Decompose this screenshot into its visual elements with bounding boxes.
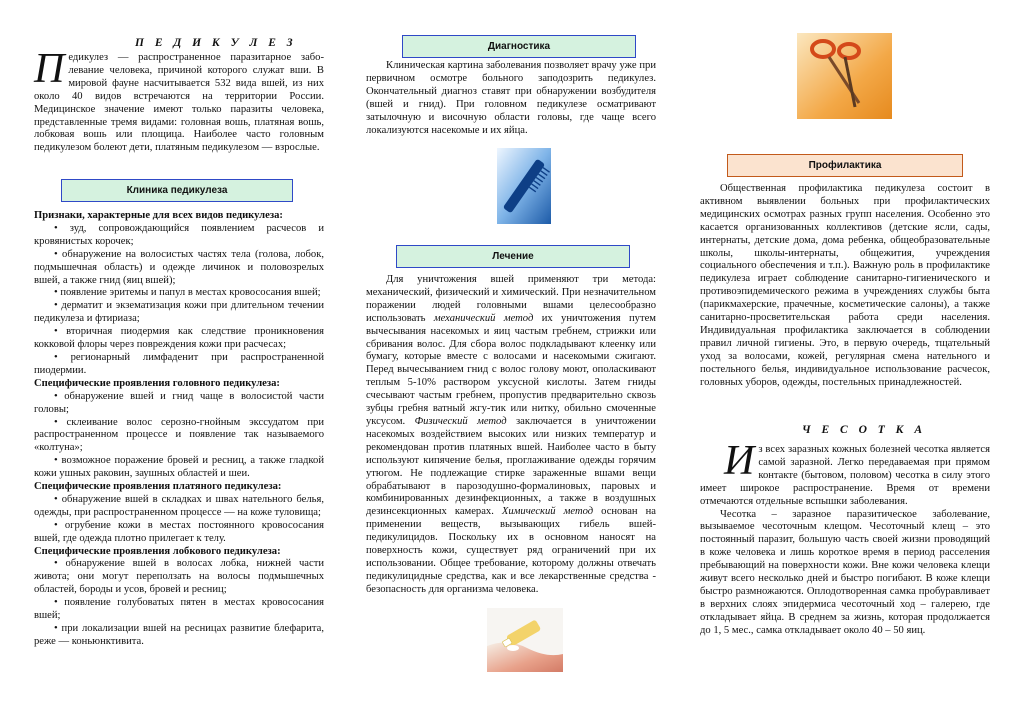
head-item-1: • обнаружение вшей и гнид чаще в волосистой части головы; — [34, 390, 324, 415]
treatment-header-box — [396, 245, 630, 268]
diagnostics-text: Клиническая картина заболевания позволяет врачу уже при первичном осмотре больного заподозрить педикулез. Окончательный диагноз ставят при обнаружении возбудителя (вшей и гнид). При головном педикулезе осматривают затылочную и височную области головы, где чаще всего локализуются насекомые и их яйца. — [366, 60, 656, 136]
pubic-item-2: • появление голубоватых пятен в местах кровососания вшей; — [34, 597, 324, 622]
head-item-2: • склеивание волос серозно-гнойным экссудатом при распространенном процессе и появление так называемого «колтуна»; — [34, 416, 324, 454]
intro-drop-cap: П — [34, 46, 65, 92]
prevention-title: Профилактика — [808, 160, 882, 171]
intro-text: едикулез — распространенное паразитарное забо-левание человека, причиной которого служат вши. В мировой фауне насчитывается 532 вида вшей, из них около 40 видов встречаются на территории России. Медицинское значение имеют только паразиты человека, представленные тремя видами: головная вошь, платяная вошь, лобковая вошь или площица. Наиболее часто головным педикулезом болеют дети, платяным педикулезом — взрослые. — [34, 52, 324, 154]
diagnostics-text-block — [366, 60, 656, 137]
general-item-2: • обнаружение на волосистых частях тела (голова, лобок, подмышечная область) и одежде личинок и половозрелых вшей, а также гнид (яиц вшей); — [34, 248, 324, 286]
treatment-text-a: Для уничтожения вшей применяют три метода: механический, физический и химический. При незначительном поражении людей головными вшами целесообразно использовать — [366, 274, 656, 324]
general-item-3: • появление эритемы и папул в местах кровососания вшей; — [54, 287, 321, 299]
general-item-5: • вторичная пиодермия как следствие проникновения кокковой флоры через повреждения кожи при расчесах; — [34, 326, 324, 351]
treatment-text-b: их уничтожения путем вычесывания насекомых и яиц частым гребнем, стрижки или сбривания волос. Для сбора волос подкладывают клеенку или бумагу, которые вместе с волосами и насекомыми сжигают. Перед вычесыванием гнид с волос голову моют, ополаскивают теплым 5-10% раствором уксусной кислоты. Затем гниды счесывают частым гребнем, пропустив предварительно сквозь зубцы гребня ватный жгу-тик или нитку, обильно смоченные уксусом. — [366, 312, 656, 427]
treatment-text — [366, 274, 656, 597]
body-item-1: • обнаружение вшей в складках и швах нательного белья, одежды, при распространенном процессе — на коже туловища; — [34, 493, 324, 518]
treatment-title: Лечение — [492, 251, 534, 262]
body-heading: Специфические проявления платяного педикулеза: — [34, 481, 282, 493]
general-heading: Признаки, характерные для всех видов педикулеза: — [34, 210, 283, 221]
prevention-header-box — [727, 154, 963, 177]
chemical-method-term: Химический метод — [501, 506, 594, 518]
general-item-6: • регионарный лимфаденит при распространенной пиодермии. — [34, 351, 324, 376]
head-item-3: • возможное поражение бровей и ресниц, а также гладкой кожи ушных раковин, заушных областей и шеи. — [34, 455, 324, 480]
scabies-intro: з всех заразных кожных болезней чесотка является самой заразной. Легко передаваемая при прямом контакте (бытовом, половом) чесотка в силу этого имеет широкое распространение. Время от времени отмечаются отдельные вспышки заболевания. — [700, 444, 990, 507]
clinic-title: Клиника педикулеза — [126, 185, 228, 196]
clinic-section — [34, 210, 324, 649]
treatment-text-c: заключается в уничтожении насекомых воздействием высоких или низких температур и рекомендован против платяных вшей. Наиболее часто в быту используют кипячение белья, проглаживание одежды горячим утюгом. Не подлежащие стирке зараженные вшами вещи обрабатывают в парозодушно-формалиновых, паровых и комбинированных дезинфекционных, а также в воздушных дезинсекционных камерах. — [366, 415, 656, 518]
pediculosis-intro — [34, 46, 324, 155]
scabies-drop-cap: И — [724, 438, 755, 484]
scabies-title: Ч Е С О Т К А — [802, 424, 926, 436]
general-item-1: • зуд, сопровождающийся появлением расчесов и кровянистых корочек; — [34, 222, 324, 247]
scissors-icon — [797, 33, 892, 119]
cream-tube-icon — [487, 608, 563, 672]
pediculosis-title: П Е Д И К У Л Е З — [135, 37, 297, 49]
general-item-4: • дерматит и экзематизация кожи при длительном течении педикулеза и фтириаза; — [34, 300, 324, 325]
head-heading: Специфические проявления головного педикулеза: — [34, 377, 280, 389]
mechanical-method-term: механический метод — [433, 312, 534, 324]
scabies-text: Чесотка – заразное паразитическое заболевание, вызываемое чесоточным клещом. Чесоточный клещ – это постоянный паразит, большую часть своей жизни проводящий в коже человека и лишь короткое время в период расселения пребывающий на поверхности кожи. Вне кожи человека клещи живут всего несколько дней и быстро погибают. В коже клещи быстро размножаются. Оплодотворенная самка пробуравливает в верхних слоях эпидермиса чесоточный ход – галерею, где откладывает яйца. В среднем за жизнь, которая продолжается до 1, 5 мес., самка откладывает около 40 – 50 яиц. — [700, 508, 990, 636]
body-item-2: • огрубение кожи в местах постоянного кровососания вшей, где одежда плотно прилегает к телу. — [34, 519, 324, 544]
comb-icon — [497, 148, 551, 224]
pubic-heading: Специфические проявления лобкового педикулеза: — [34, 545, 281, 557]
diagnostics-title: Диагностика — [487, 41, 551, 52]
pubic-item-1: • обнаружение вшей в волосах лобка, нижней части живота; они могут переползать на волосы подмышечных областей, бороды и усов, бровей и ресниц; — [34, 558, 324, 596]
scabies-text-block — [700, 438, 990, 638]
treatment-text-block — [366, 274, 656, 597]
treatment-text-d: основан на применении веществ, вызывающих гибель вшей-педикулицидов. Поскольку их в основном наносят на поверхность кожи, существует ряд ограничений при их использовании. Общее требование, которому должны отвечать педикулицидные средства, как и все лекарственные средства - безопасность для организма человека. — [366, 506, 656, 595]
prevention-text-block — [700, 183, 990, 390]
physical-method-term: Физический метод — [414, 415, 507, 427]
prevention-text: Общественная профилактика педикулеза состоит в активном выявлении больных при профилактических медицинских осмотрах разных групп населения. Особенно это касается организованных коллективов (детские ясли, сады, интернаты, детские дома, дома ребенка, общеобразовательные школы, школы-интернаты, общежития, учреждения социального обеспечения и т.п.). Важную роль в профилактике педикулеза играет соблюдение санитарно-гигиенического и противоэпидемического режима в учреждениях службы быта (парикмахерские, прачечные, косметические салоны), а также санитарно-просветительская работа среди населения. Индивидуальная профилактика заключается в соблюдении правил личной гигиены. Это, в первую очередь, тщательный уход за волосами, кожей, регулярная смена нательного и постельного белья, индивидуальное использование расчесок, головных уборов, одежды, постельных принадлежностей. — [700, 183, 990, 388]
diagnostics-header-box — [402, 35, 636, 58]
pubic-item-3: • при локализации вшей на ресницах развитие блефарита, реже — коньюнктивита. — [34, 623, 324, 647]
clinic-header-box — [61, 179, 293, 202]
